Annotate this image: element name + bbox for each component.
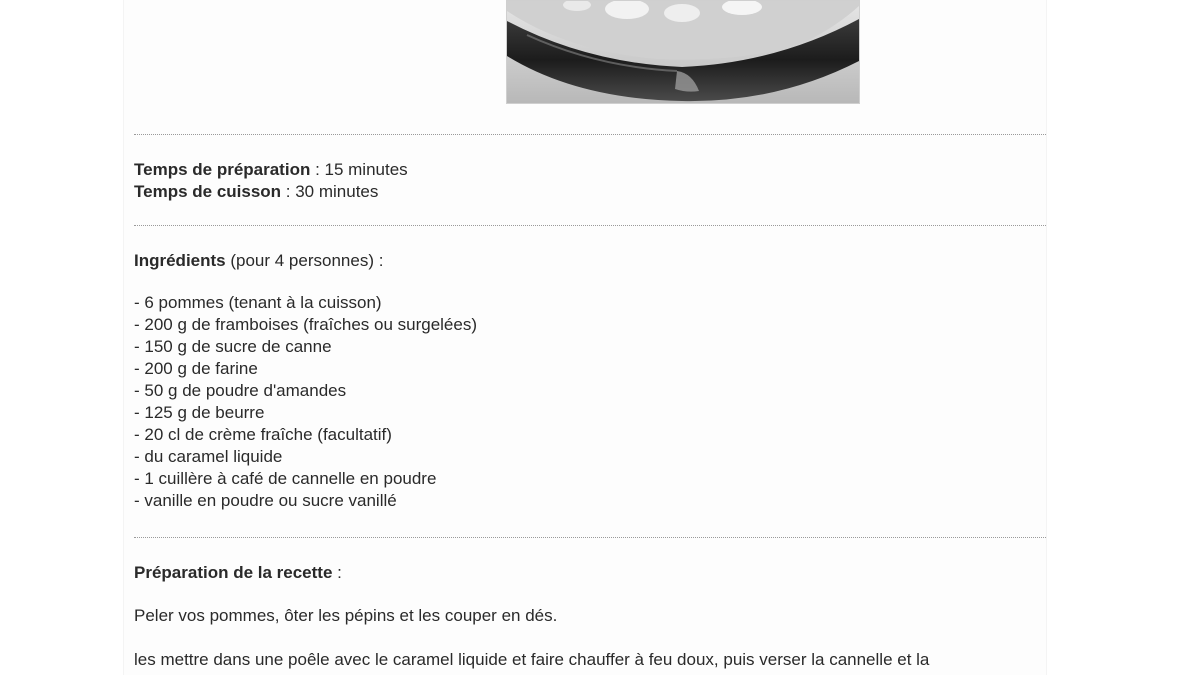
prep-time-value: : 15 minutes xyxy=(310,160,408,179)
preparation-step: Peler vos pommes, ôter les pépins et les couper en dés. xyxy=(134,606,558,625)
ingredients-heading-line xyxy=(134,250,383,272)
section-divider xyxy=(134,134,1046,135)
baking-dish-image xyxy=(507,1,859,103)
ingredient-item: - vanille en poudre ou sucre vanillé xyxy=(134,491,397,510)
preparation-heading-line xyxy=(134,562,342,584)
preparation-heading-colon: : xyxy=(332,563,342,582)
ingredient-item: - 50 g de poudre d'amandes xyxy=(134,381,347,400)
ingredient-item: - 200 g de framboises (fraîches ou surgelées) xyxy=(134,315,478,334)
preparation-heading: Préparation de la recette xyxy=(134,563,333,582)
preparation-step: les mettre dans une poêle avec le caramel liquide et faire chauffer à feu doux, puis verser la cannelle et la xyxy=(134,650,930,669)
cook-time-line xyxy=(134,181,378,203)
prep-time-label: Temps de préparation xyxy=(134,160,311,179)
cook-time-value: : 30 minutes xyxy=(281,182,379,201)
section-divider xyxy=(134,537,1046,538)
ingredient-item: - 200 g de farine xyxy=(134,359,258,378)
cook-time-label: Temps de cuisson xyxy=(134,182,282,201)
ingredient-item: - du caramel liquide xyxy=(134,447,283,466)
ingredients-heading: Ingrédients xyxy=(134,251,226,270)
ingredient-item: - 150 g de sucre de canne xyxy=(134,337,332,356)
ingredient-item: - 125 g de beurre xyxy=(134,403,265,422)
recipe-photo xyxy=(506,0,860,104)
ingredients-list xyxy=(134,292,477,512)
ingredient-item: - 20 cl de crème fraîche (facultatif) xyxy=(134,425,392,444)
ingredient-item: - 6 pommes (tenant à la cuisson) xyxy=(134,293,382,312)
prep-time-line xyxy=(134,159,408,181)
section-divider xyxy=(134,225,1046,226)
ingredients-servings: (pour 4 personnes) : xyxy=(225,251,384,270)
ingredient-item: - 1 cuillère à café de cannelle en poudre xyxy=(134,469,437,488)
